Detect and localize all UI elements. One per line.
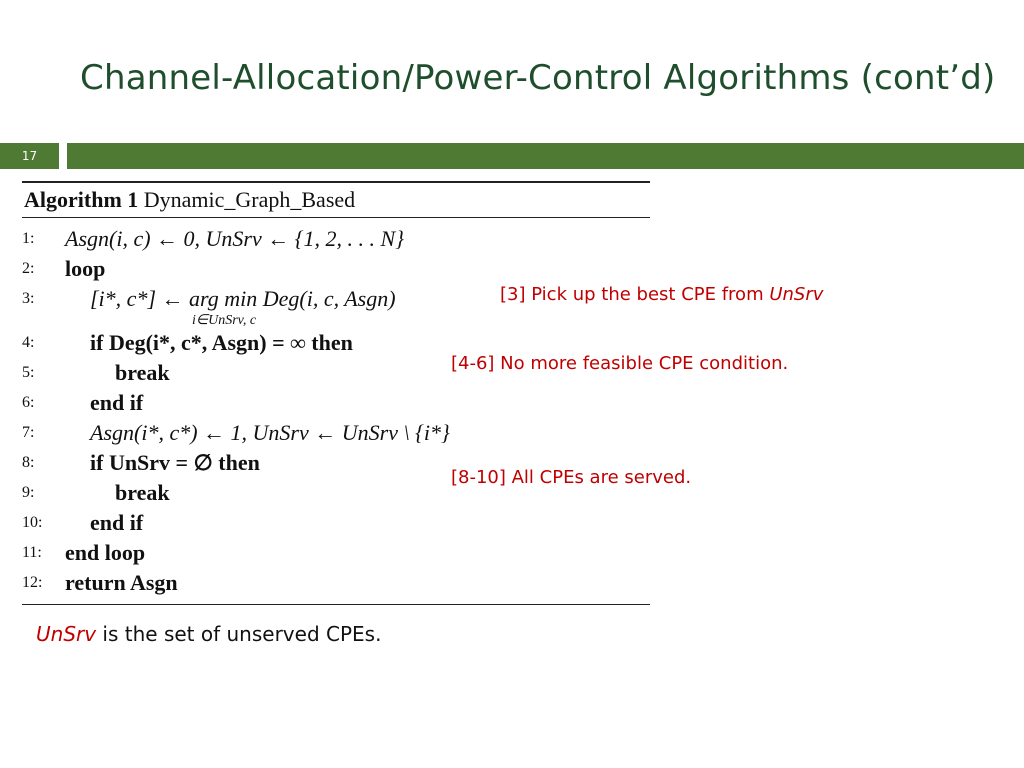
- line-number: 4:: [22, 334, 35, 351]
- line-number: 5:: [22, 364, 35, 381]
- line-code: return Asgn: [65, 570, 178, 595]
- algorithm-header: [22, 183, 650, 217]
- line-code: end loop: [65, 540, 146, 565]
- line-number: 1:: [22, 230, 35, 247]
- line-number: 12:: [22, 574, 43, 591]
- slide-number: 17: [0, 143, 59, 169]
- note-line-3-italic: UnSrv: [769, 284, 824, 305]
- line-number: 2:: [22, 260, 35, 277]
- algo-line-11: [22, 538, 650, 568]
- algo-line-7: [22, 418, 650, 448]
- algorithm-label: Algorithm 1: [24, 187, 139, 212]
- algo-line-6: [22, 388, 650, 418]
- algo-line-10: [22, 508, 650, 538]
- algo-line-2: [22, 254, 650, 284]
- line-code: if UnSrv = ∅ then: [90, 450, 260, 475]
- line-number: 8:: [22, 454, 35, 471]
- footnote-text: is the set of unserved CPEs.: [96, 622, 382, 646]
- algo-line-12: [22, 568, 650, 598]
- line-code: end if: [90, 390, 144, 415]
- line-code: end if: [90, 510, 144, 535]
- line-number: 7:: [22, 424, 35, 441]
- algorithm-name: Dynamic_Graph_Based: [143, 187, 356, 212]
- footnote: [36, 622, 381, 646]
- note-line-4-6: [4-6] No more feasible CPE condition.: [451, 353, 789, 374]
- slide-title: Channel-Allocation/Power-Control Algorithms (cont’d): [80, 58, 996, 98]
- header-bar: [67, 143, 1024, 169]
- note-line-3: [500, 284, 823, 305]
- algorithm-bottom-rule: [22, 604, 650, 605]
- line-code: Asgn(i, c) ← 0, UnSrv ← {1, 2, . . . N}: [65, 226, 405, 251]
- algorithm-lines: [22, 218, 650, 598]
- line-code: loop: [65, 256, 106, 281]
- line-number: 9:: [22, 484, 35, 501]
- line-number: 10:: [22, 514, 43, 531]
- line-code: break: [115, 480, 170, 505]
- note-line-3-text: [3] Pick up the best CPE from: [500, 284, 770, 305]
- algorithm-box: [22, 181, 650, 605]
- footnote-italic: UnSrv: [36, 622, 97, 646]
- argmin-subscript: i∈UnSrv, c: [192, 313, 257, 328]
- note-line-8-10: [8-10] All CPEs are served.: [451, 467, 692, 488]
- line-code: break: [115, 360, 170, 385]
- line-code: if Deg(i*, c*, Asgn) = ∞ then: [90, 330, 353, 355]
- line-code: Asgn(i*, c*) ← 1, UnSrv ← UnSrv \ {i*}: [90, 420, 450, 445]
- line-number: 11:: [22, 544, 42, 561]
- algo-line-1: [22, 224, 650, 254]
- line-code: [i*, c*] ← arg min Deg(i, c, Asgn): [90, 286, 396, 311]
- line-number: 3:: [22, 290, 35, 307]
- line-number: 6:: [22, 394, 35, 411]
